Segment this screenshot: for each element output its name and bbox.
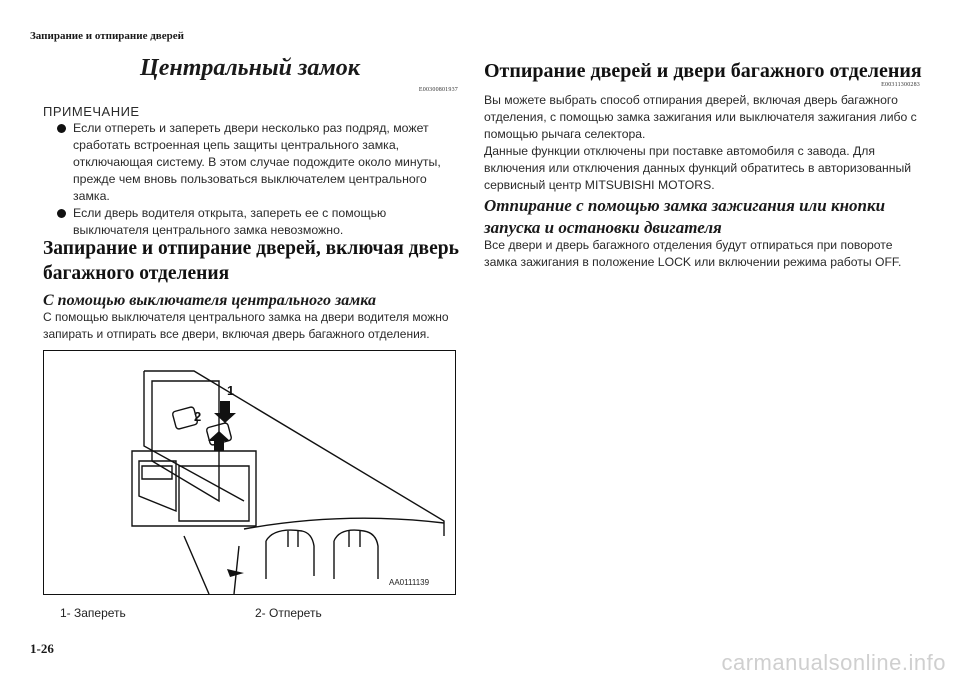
title-code-right: E00311300283 [881, 82, 920, 88]
sub-heading-switch: С помощью выключателя центрального замка [43, 292, 376, 309]
note-item-2-text: Если дверь водителя открыта, запереть ее с помощью выключателя центрального замка невозможно. [73, 206, 387, 237]
note-item-1-text: Если отпереть и запереть двери несколько раз подряд, может сработать встроенная цепь защиты центрального замка, отключающая систему. В этом случае подождите около минуты, прежде чем вновь пользоваться выключателем центрального замка. [73, 121, 441, 203]
sub-text-ignition: Все двери и дверь багажного отделения будут отпираться при повороте замка зажигания в положение LOCK или включении режима работы OFF. [484, 238, 902, 269]
caption-lock: 1- Запереть [60, 606, 126, 620]
section-title-central-lock: Центральный замок [140, 55, 360, 81]
figure-code: AA0111139 [389, 578, 430, 587]
page-number: 1-26 [30, 641, 54, 656]
section-heading-lock-unlock: Запирание и отпирание дверей, включая дверь багажного отделения [43, 238, 459, 284]
unlock-paragraph-1: Вы можете выбрать способ отпирания дверей, включая дверь багажного отделения, с помощью замка зажигания или выключателя зажигания либо с помощью рычага селектора. [484, 93, 917, 141]
bullet-icon [57, 209, 66, 218]
door-switch-drawing [44, 351, 455, 594]
unlock-paragraph-2: Данные функции отключены при поставке автомобиля с завода. Для включения или отключения данных функций обратитесь в авторизованный сервисный центр MITSUBISHI MOTORS. [484, 144, 912, 192]
title-code: E00300801937 [418, 87, 458, 93]
note-block [43, 103, 458, 239]
note-item-1 [53, 120, 458, 205]
running-head: Запирание и отпирание дверей [30, 30, 184, 42]
sub-text-switch: С помощью выключателя центрального замка на двери водителя можно запирать и отпирать все двери, включая дверь багажного отделения. [43, 310, 449, 341]
bullet-icon [57, 124, 66, 133]
illustration-door-switch [43, 350, 456, 595]
note-item-2 [53, 205, 458, 239]
caption-unlock: 2- Отпереть [255, 606, 322, 620]
callout-2: 2 [194, 409, 202, 424]
callout-1: 1 [227, 383, 235, 398]
sub-heading-ignition: Отпирание с помощью замка зажигания или кнопки запуска и остановки двигателя [484, 196, 886, 237]
note-heading: ПРИМЕЧАНИЕ [43, 104, 140, 119]
section-title-unlocking: Отпирание дверей и двери багажного отделения [484, 60, 922, 82]
watermark: carmanualsonline.info [721, 650, 946, 675]
